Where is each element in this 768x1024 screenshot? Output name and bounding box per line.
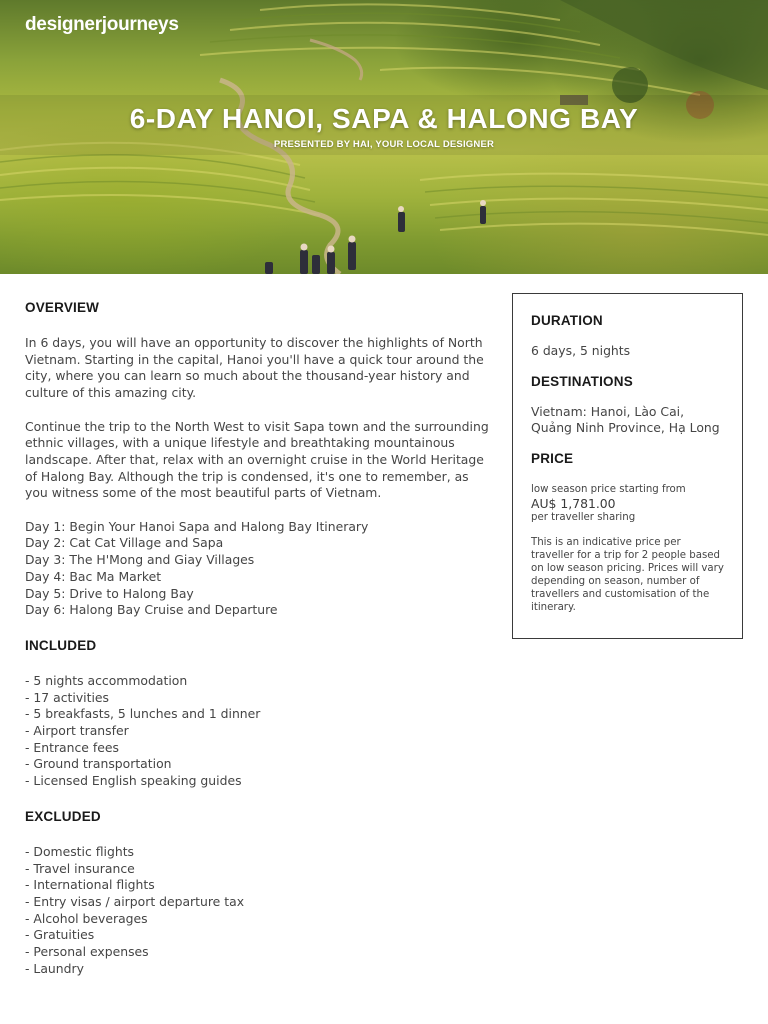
price-heading: PRICE: [531, 451, 574, 467]
included-item: - 17 activities: [25, 689, 109, 705]
overview-heading: OVERVIEW: [25, 300, 100, 315]
excluded-list: [25, 844, 490, 978]
included-item: - 5 nights accommodation: [25, 672, 188, 688]
duration-value: 6 days, 5 nights: [531, 343, 631, 358]
overview-paragraph-2: Continue the trip to the North West to visit Sapa town and the surrounding ethnic villages, with a unique lifestyle and breathtaking mountainous landscape. After that, relax with an overnight cruise in the World Heritage of Halong Bay. Although the trip is condensed, it's one to remember, as you witness some of the most beautiful parts of Vietnam.: [25, 418, 489, 501]
duration-heading: DURATION: [531, 313, 603, 328]
destinations-heading: DESTINATIONS: [531, 373, 633, 389]
included-item: - Airport transfer: [25, 723, 129, 739]
main-content: [25, 299, 490, 977]
trip-summary-box: [512, 293, 743, 639]
destinations-value: Vietnam: Hanoi, Lào Cai, Quảng Ninh Province, Hạ Long: [531, 403, 720, 436]
excluded-item: - Laundry: [25, 960, 84, 976]
price-caption: low season price starting from: [531, 484, 686, 496]
itinerary-day: Day 2: Cat Cat Village and Sapa: [25, 535, 224, 551]
excluded-item: - Domestic flights: [25, 843, 135, 859]
itinerary-day: Day 5: Drive to Halong Bay: [25, 585, 194, 601]
page-title: 6-DAY HANOI, SAPA & HALONG BAY: [129, 103, 639, 134]
hero-banner: [0, 0, 768, 274]
included-item: - Entrance fees: [25, 739, 119, 755]
excluded-item: - International flights: [25, 877, 155, 893]
price-value: AU$ 1,781.00: [531, 496, 616, 512]
included-item: - Licensed English speaking guides: [25, 773, 242, 789]
itinerary-day: Day 6: Halong Bay Cruise and Departure: [25, 602, 278, 618]
itinerary-day: Day 3: The H'Mong and Giay Villages: [25, 552, 255, 568]
overview-paragraph-1: In 6 days, you will have an opportunity to discover the highlights of North Vietnam. Starting in the capital, Hanoi you'll have a quick tour around the city, where you can learn so much about the thousand-year history and culture of this amazing city.: [25, 335, 484, 401]
included-item: - Ground transportation: [25, 756, 172, 772]
excluded-item: - Alcohol beverages: [25, 910, 148, 926]
rice-terrace-landscape-image: [0, 0, 768, 274]
excluded-item: - Gratuities: [25, 927, 95, 943]
included-list: [25, 673, 490, 790]
price-unit: per traveller sharing: [531, 512, 636, 524]
logo[interactable]: designerjourneys: [25, 14, 179, 35]
excluded-item: - Personal expenses: [25, 944, 149, 960]
excluded-item: - Travel insurance: [25, 860, 135, 876]
itinerary-day: Day 4: Bac Ma Market: [25, 568, 162, 584]
excluded-heading: EXCLUDED: [25, 808, 101, 824]
itinerary-day: Day 1: Begin Your Hanoi Sapa and Halong Bay Itinerary: [25, 518, 369, 534]
price-note: This is an indicative price per traveller for a trip for 2 people based on low season pricing. Prices will vary depending on season, number of travellers and customisation of the itinerary.: [531, 537, 724, 614]
excluded-item: - Entry visas / airport departure tax: [25, 893, 245, 909]
included-item: - 5 breakfasts, 5 lunches and 1 dinner: [25, 706, 261, 722]
itinerary-days-list: [25, 519, 490, 619]
included-heading: INCLUDED: [25, 637, 97, 653]
page-subtitle: PRESENTED BY HAI, YOUR LOCAL DESIGNER: [273, 139, 495, 150]
